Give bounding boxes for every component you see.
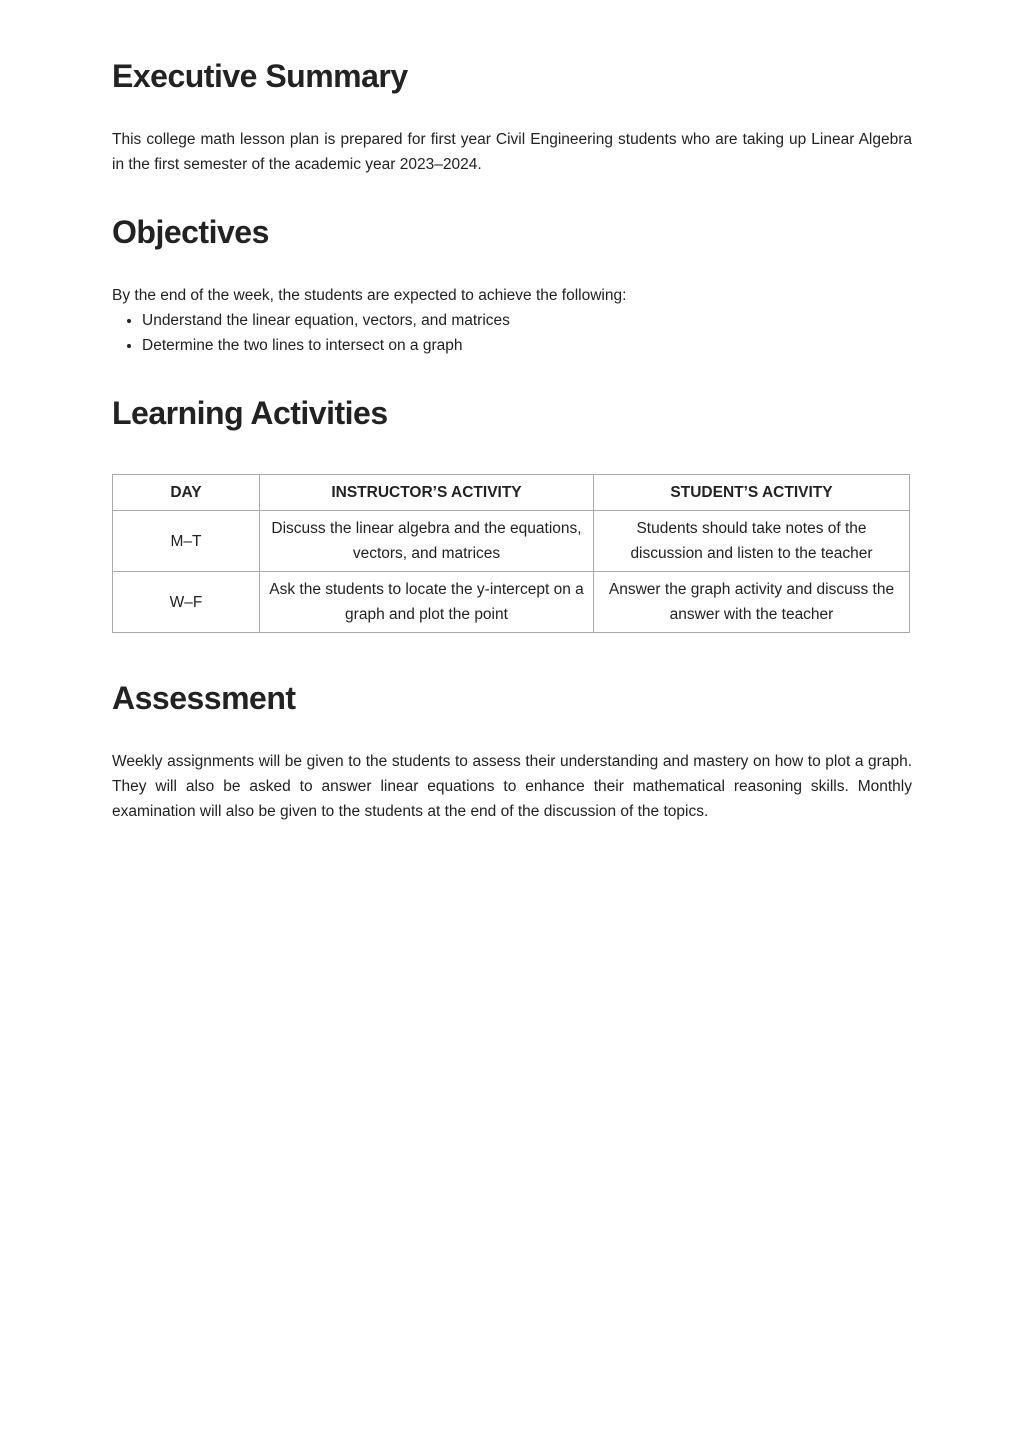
- objectives-list: [112, 308, 912, 358]
- table-row: [113, 572, 910, 633]
- student-activity-cell: Students should take notes of the discussion and listen to the teacher: [594, 511, 910, 572]
- instructor-activity-cell: Discuss the linear algebra and the equations, vectors, and matrices: [260, 511, 594, 572]
- assessment-text: Weekly assignments will be given to the students to assess their understanding and mastery on how to plot a graph. They will also be asked to answer linear equations to enhance their mathematical reasoning skills. Monthly examination will also be given to the students at the end of the discussion of the topics.: [112, 753, 912, 820]
- column-header-day: DAY: [113, 475, 260, 511]
- day-cell: M–T: [113, 511, 260, 572]
- executive-summary-heading: Executive Summary: [112, 58, 408, 94]
- column-header-instructor-activity: INSTRUCTOR’S ACTIVITY: [260, 475, 594, 511]
- assessment-heading: Assessment: [112, 680, 296, 716]
- student-activity-cell: Answer the graph activity and discuss the answer with the teacher: [594, 572, 910, 633]
- day-cell: W–F: [113, 572, 260, 633]
- objectives-intro-text: By the end of the week, the students are expected to achieve the following:: [112, 287, 627, 304]
- list-item: • Understand the linear equation, vectors, and matrices: [142, 308, 912, 333]
- column-header-student-activity: STUDENT’S ACTIVITY: [594, 475, 910, 511]
- list-item: • Determine the two lines to intersect on a graph: [142, 333, 912, 358]
- objectives-heading: Objectives: [112, 214, 269, 250]
- learning-activities-table: [112, 474, 910, 633]
- table-header-row: [113, 475, 910, 511]
- table-row: [113, 511, 910, 572]
- learning-activities-heading: Learning Activities: [112, 395, 388, 431]
- instructor-activity-cell: Ask the students to locate the y-intercept on a graph and plot the point: [260, 572, 594, 633]
- executive-summary-text: This college math lesson plan is prepared for first year Civil Engineering students who are taking up Linear Algebra in the first semester of the academic year 2023–2024.: [112, 131, 912, 173]
